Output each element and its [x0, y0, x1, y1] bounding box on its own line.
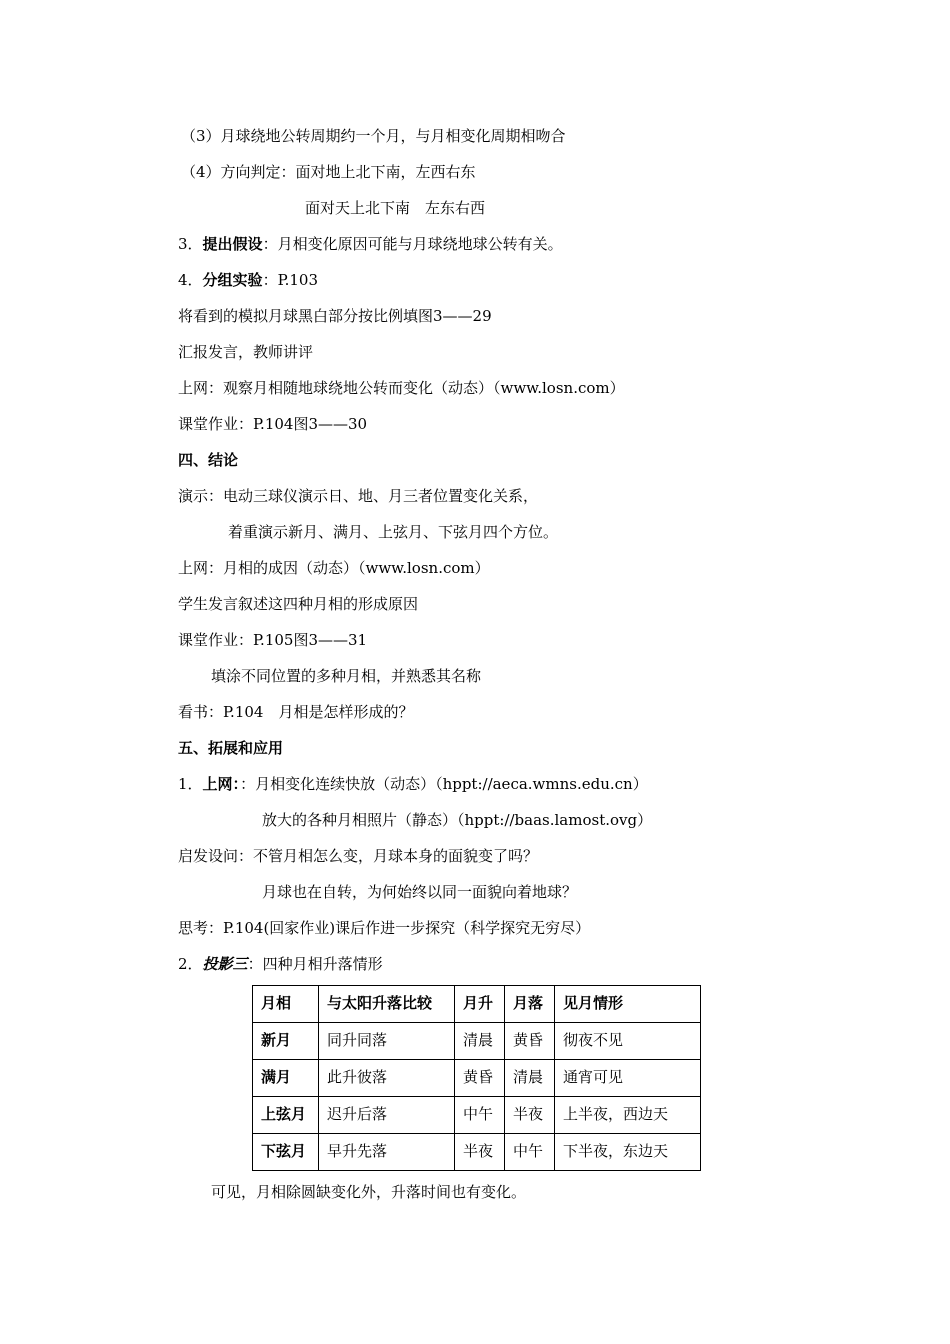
table-cell: 下半夜，东边天 — [555, 1134, 701, 1171]
table-cell: 中午 — [505, 1134, 555, 1171]
item-number: 4． — [178, 271, 203, 289]
text-line: 启发设问：不管月相怎么变，月球本身的面貌变了吗？ — [178, 847, 539, 865]
item-heading: 分组实验 — [202, 271, 263, 289]
text-line: （4）方向判定：面对地上北下南，左西右东 — [181, 163, 476, 181]
table-cell: 半夜 — [505, 1097, 555, 1134]
text-line: 课堂作业：P.105图3——31 — [178, 631, 368, 649]
text-line: 课堂作业：P.104图3——30 — [178, 415, 368, 433]
text-line: 上网：观察月相随地球绕地公转而变化（动态）（www.losn.com） — [178, 379, 625, 397]
item-number: 2． — [178, 955, 203, 973]
table-cell: 彻夜不见 — [555, 1023, 701, 1060]
table-header-cell: 月升 — [455, 986, 505, 1023]
text-line: 学生发言叙述这四种月相的形成原因 — [178, 595, 419, 613]
item-text: ：月相变化原因可能与月球绕地球公转有关。 — [262, 235, 563, 253]
item-text: ：P.103 — [262, 271, 319, 289]
item-number: 1． — [178, 775, 203, 793]
table-cell: 迟升后落 — [319, 1097, 455, 1134]
table-row — [253, 1023, 701, 1060]
text-line — [178, 954, 383, 974]
text-line — [178, 234, 563, 254]
text-line: 思考：P.104(回家作业)课后作进一步探究（科学探究无穷尽） — [178, 919, 591, 937]
text-line: 可见，月相除圆缺变化外，升落时间也有变化。 — [211, 1183, 527, 1201]
table-cell: 黄昏 — [455, 1060, 505, 1097]
text-line: 上网：月相的成因（动态）（www.losn.com） — [178, 559, 490, 577]
table-cell: 通宵可见 — [555, 1060, 701, 1097]
moon-phase-table — [252, 985, 701, 1171]
item-number: 3． — [178, 235, 203, 253]
table-cell: 同升同落 — [319, 1023, 455, 1060]
text-line: 着重演示新月、满月、上弦月、下弦月四个方位。 — [228, 523, 559, 541]
text-line: 将看到的模拟月球黑白部分按比例填图3——29 — [178, 307, 492, 325]
table-row — [253, 1097, 701, 1134]
table-cell: 满月 — [253, 1060, 319, 1097]
table-cell: 新月 — [253, 1023, 319, 1060]
table-cell: 下弦月 — [253, 1134, 319, 1171]
table-cell: 清晨 — [455, 1023, 505, 1060]
text-line: 填涂不同位置的多种月相，并熟悉其名称 — [211, 667, 482, 685]
table-cell: 中午 — [455, 1097, 505, 1134]
text-line: 看书：P.104 月相是怎样形成的？ — [178, 703, 414, 721]
table-cell: 半夜 — [455, 1134, 505, 1171]
text-line — [178, 270, 318, 290]
text-line — [178, 774, 648, 794]
table-header-cell: 与太阳升落比较 — [319, 986, 455, 1023]
item-heading: 投影三 — [202, 955, 248, 973]
table-row — [253, 1134, 701, 1171]
text-line: 放大的各种月相照片（静态）（hppt://baas.lamost.ovg） — [262, 811, 653, 829]
table-cell: 清晨 — [505, 1060, 555, 1097]
table-header-cell: 月相 — [253, 986, 319, 1023]
text-line: 面对天上北下南 左东右西 — [305, 199, 486, 217]
table-header-cell: 月落 — [505, 986, 555, 1023]
table-cell: 上半夜，西边天 — [555, 1097, 701, 1134]
section-heading: 四、结论 — [178, 451, 239, 469]
table-header-cell: 见月情形 — [555, 986, 701, 1023]
table-row — [253, 1060, 701, 1097]
item-text: ：月相变化连续快放（动态）（hppt://aeca.wmns.edu.cn） — [240, 775, 648, 793]
section-heading: 五、拓展和应用 — [178, 739, 284, 757]
table-cell: 早升先落 — [319, 1134, 455, 1171]
table-cell: 上弦月 — [253, 1097, 319, 1134]
table-header-row — [253, 986, 701, 1023]
table-cell: 此升彼落 — [319, 1060, 455, 1097]
item-heading: 上网： — [202, 775, 241, 793]
item-heading: 提出假设 — [202, 235, 263, 253]
text-line: 汇报发言，教师讲评 — [178, 343, 314, 361]
text-line: 月球也在自转，为何始终以同一面貌向着地球？ — [262, 883, 578, 901]
text-line: （3）月球绕地公转周期约一个月，与月相变化周期相吻合 — [181, 127, 566, 145]
item-text: ：四种月相升落情形 — [247, 955, 383, 973]
text-line: 演示：电动三球仪演示日、地、月三者位置变化关系， — [178, 487, 539, 505]
table-cell: 黄昏 — [505, 1023, 555, 1060]
